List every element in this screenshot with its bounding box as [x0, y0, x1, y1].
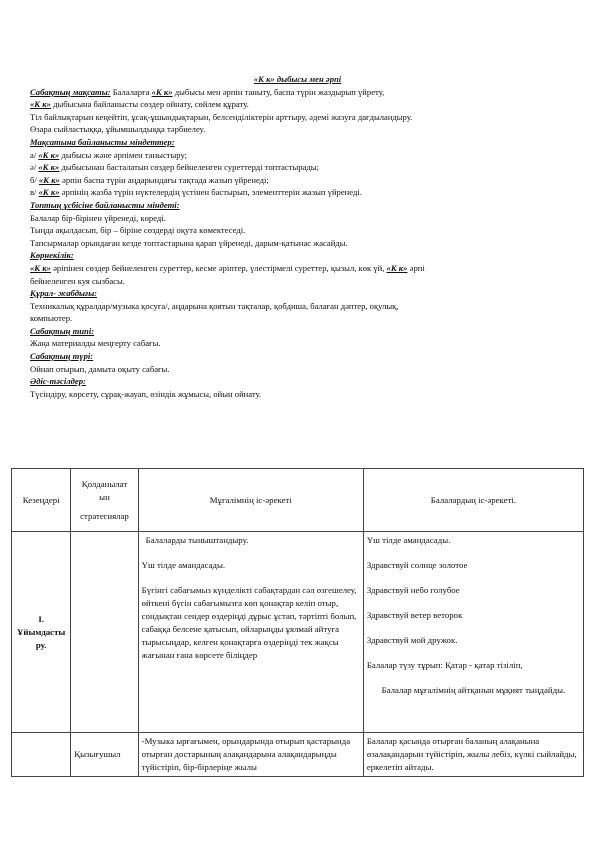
visual-label: Көрнекілік:	[30, 250, 74, 261]
goal-label: Сабақтың мақсаты:	[30, 86, 111, 97]
header-line: Қолданылат	[81, 478, 128, 489]
lesson-plan-table	[11, 468, 584, 777]
kk-letter: «К к»	[30, 99, 51, 110]
visual-text: әріпінен сөздер бейнеленген суреттер, кесме әріптер, үлестірмелі суреттер, қызыл, көк үй,	[53, 262, 385, 273]
task-text: дыбысынан басталатын сөздер бейнеленген суреттерді топтастырады;	[61, 162, 319, 173]
teacher-text: Үш тілде амандасады.	[141, 560, 226, 570]
task-item	[30, 186, 565, 199]
equipment-line: компьютер.	[30, 313, 73, 324]
children-text: Балалар мұғалімнің айтқанын мұқият тыңдайды.	[381, 685, 566, 695]
header-line: ын	[99, 491, 110, 502]
stage-line: Ұйымдасты	[17, 626, 66, 637]
methods-label: Әдіс-тәсілдер:	[30, 376, 86, 387]
goal-line	[30, 98, 565, 111]
column-header-teacher: Мұғалімнің іс-әрекеті	[138, 469, 363, 532]
outcome-line: Тапсырмалар орындаған кезде топтастарына қарап үйренеді, дарым-қатынас жасайды.	[30, 237, 348, 248]
visual-line: бейнеленген куя сызбасы.	[30, 275, 125, 286]
stage-line: I.	[38, 613, 44, 624]
goal-line	[30, 86, 565, 99]
methods-text: Түсіндіру, көрсету, сұрақ-жауап, өзіндік жұмысы, ойын ойнату.	[30, 388, 262, 399]
kind-label: Сабақтың түрі:	[30, 351, 94, 362]
strategy-cell	[71, 532, 138, 733]
children-text: Здравствуй небо голубое	[366, 585, 460, 595]
task-prefix: б/	[30, 174, 37, 185]
children-text: Здравствуй ветер веторок	[366, 610, 463, 620]
kk-letter: «К к»	[386, 262, 408, 273]
kk-letter: «К к»	[38, 174, 60, 185]
lesson-title: «К к» дыбысы мен әрпі	[253, 74, 342, 84]
kk-letter: «К к»	[30, 262, 51, 273]
header-line: стратегиялар	[80, 510, 129, 521]
goal-text: дыбысы мен әрпін таныту, баспа түрін жаздырып үйрету,	[174, 86, 385, 97]
equipment-line: Техникалық құралдар/музыка қосуға/, аңдарына қоятын тақталар, қобдиша, балаған дәптер, оқулық,	[30, 300, 399, 311]
table-row	[12, 733, 584, 777]
table-row	[12, 532, 584, 733]
table-header-row	[12, 469, 584, 532]
stage-cell	[12, 733, 71, 777]
goal-text: Балаларға	[112, 86, 150, 97]
kk-letter: «К к»	[38, 162, 60, 173]
task-prefix: а/	[30, 149, 37, 160]
task-prefix: ә/	[30, 162, 37, 173]
task-item	[30, 161, 565, 174]
lesson-header	[30, 73, 565, 400]
children-text: Балалар түзу тұрып: Қатар - қатар тізіліп,	[366, 660, 523, 670]
teacher-cell	[138, 532, 363, 733]
children-text: Здравствуй мой дружок.	[366, 635, 458, 645]
task-text: әрпін баспа түрін аңдарындағы тақтада жазып үйренеді;	[62, 174, 269, 185]
goal-line: Тіл байлықтарын кеңейтіп, ұсақ-ұшындықтарын, белсенділіктерін арттыру, әдемі жазуға дағдыландыру.	[30, 111, 413, 122]
kind-text: Ойнап отырып, дамыта оқыту сабағы.	[30, 363, 170, 374]
children-cell: Балалар қасында отырған баланың алақанына өзалақандарын түйістіріп, жылы лебіз, күлкі сыйлайды, еркелетіп айтады.	[363, 733, 583, 777]
outcomes-label: Топтың ұсбісіне байланысты міндеті:	[30, 199, 180, 210]
task-item	[30, 174, 565, 187]
equipment-label: Құрал- жабдығы:	[30, 288, 98, 299]
teacher-text: Бүгінгі сабағымыз күнделікті сабақтардан сәл өзгешелеу, өйткені бүгін сабағымызға көп қонақтар келіп отыр, сондықтан сендер өздеріңді дұрыс ұстап, тәртіпті болып, сабаққа белсене қатысып, ойларыңды ұялмай айтуға тырысыңдар, келген қонақтарға өздеріңді тек жақсы жағынан ғана көрсете біліңдер	[141, 585, 357, 660]
task-text: дыбысы және әрпімен таныстыру;	[61, 149, 188, 160]
goal-text: дыбысына байланысты сөздер ойнату, сөйлем құрату.	[53, 99, 249, 110]
column-header-strategies	[71, 469, 138, 532]
task-item	[30, 149, 565, 162]
column-header-children: Балалардың іс-әрекеті.	[363, 469, 583, 532]
children-cell	[363, 532, 583, 733]
visual-text: әрпі	[409, 262, 425, 273]
tasks-label: Мақсатына байланысты міндеттер:	[30, 136, 175, 147]
goal-line: Өзара сыйластыққа, ұйымшылдыққа тәрбиелеу.	[30, 124, 206, 135]
column-header-stages: Кезеңдері	[12, 469, 71, 532]
teacher-text: Балаларды тыныштандыру.	[145, 535, 249, 545]
visual-line	[30, 262, 565, 275]
type-text: Жаңа материалды меңгерту сабағы.	[30, 338, 161, 349]
children-text: Здравствуй солнце золотое	[366, 560, 468, 570]
type-label: Сабақтың типі:	[30, 325, 95, 336]
strategy-text: Қызығушыл	[74, 749, 121, 759]
stage-cell	[12, 532, 71, 733]
stage-line: ру.	[35, 639, 47, 650]
outcome-line: Тыңда ақылдасып, бір – біріне сөздерді оқута көмектеседі.	[30, 225, 246, 236]
kk-letter: «К к»	[38, 187, 60, 198]
children-text: Үш тілде амандасады.	[366, 535, 451, 545]
kk-letter: «К к»	[151, 86, 173, 97]
teacher-cell: -Музыка ырғағымен, орындарында отырып қастарында отырған достарының алақандарына алақандарыңды түйістіріп, бір-бірлеріңе жылы	[138, 733, 363, 777]
outcome-line: Балалар бір-бірінен үйренеді, көреді.	[30, 212, 166, 223]
task-prefix: в/	[30, 187, 37, 198]
kk-letter: «К к»	[38, 149, 60, 160]
strategy-cell	[71, 733, 138, 777]
task-text: әрпінің жазба түрін нүктелердің үстінен бастырып, элементтерін жазып үйренеді.	[61, 187, 362, 198]
